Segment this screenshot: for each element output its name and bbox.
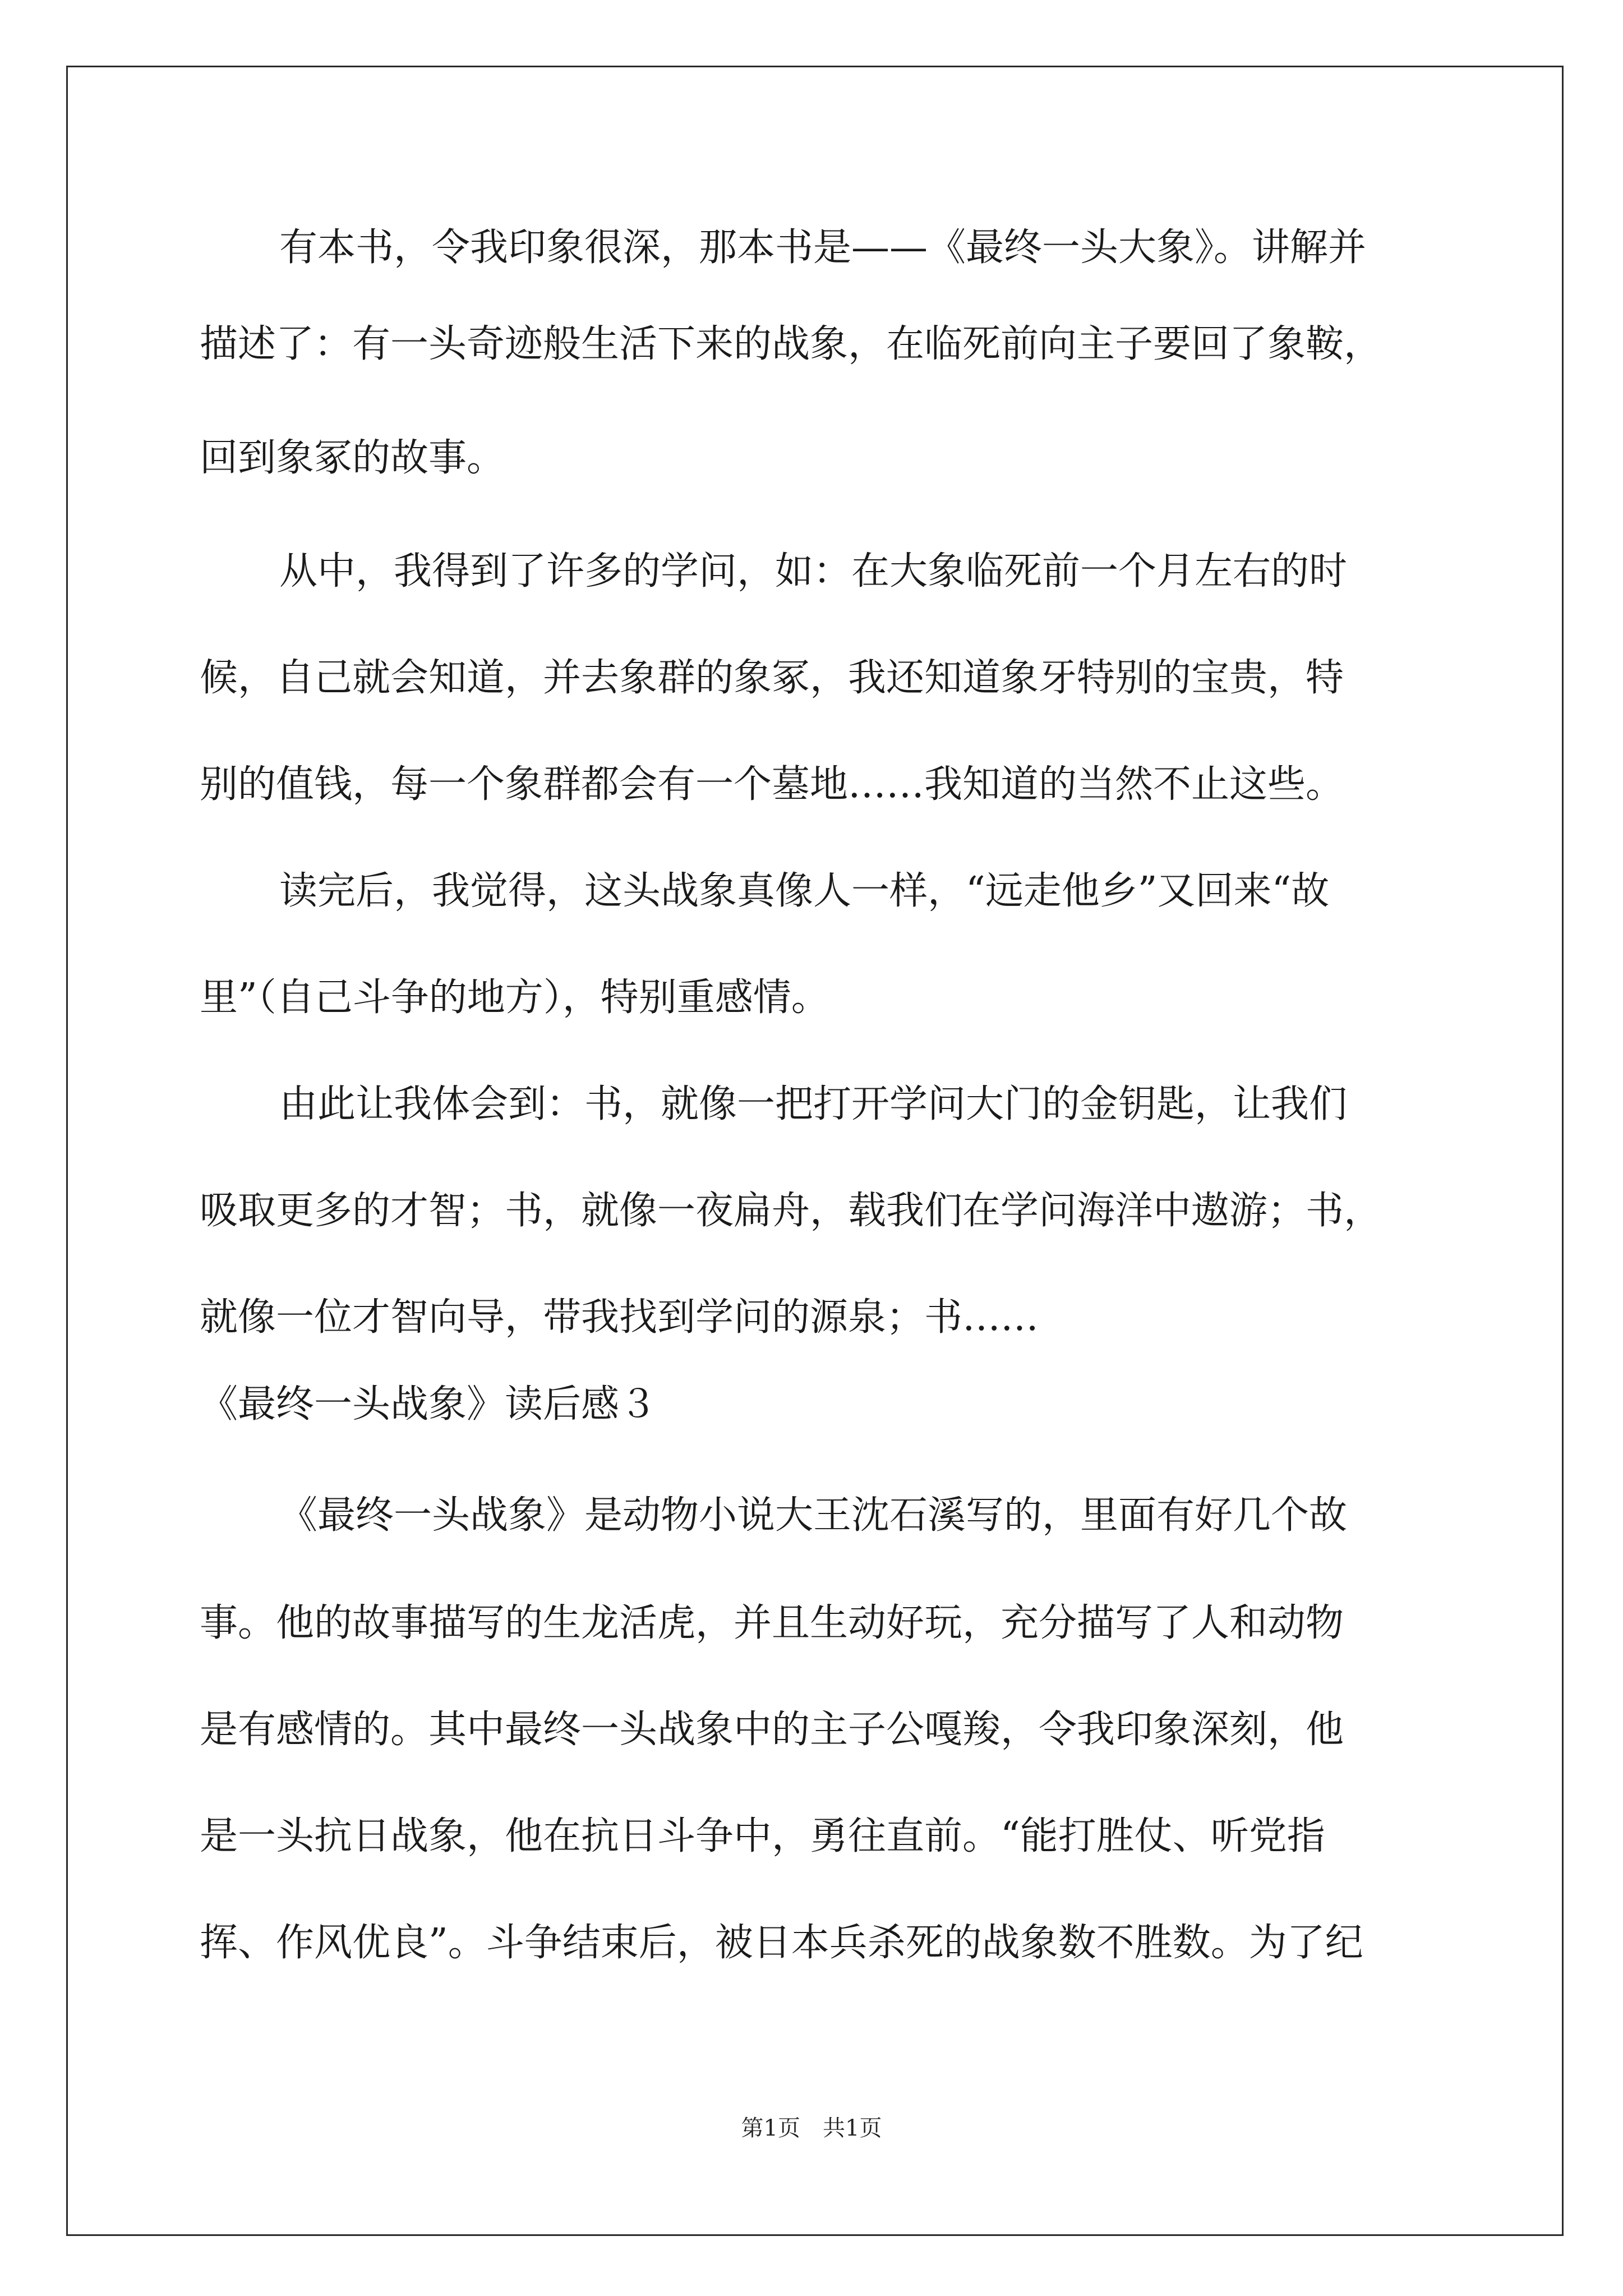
page-border: [66, 66, 1564, 2236]
paragraph-3-line-2: 里”（自己斗争的地方），特别重感情。: [200, 976, 829, 1020]
paragraph-2-line-3: 别的值钱，每一个象群都会有一个墓地……我知道的当然不止这些。: [200, 762, 1344, 807]
paragraph-5-line-1: 《最终一头战象》是动物小说大王沈石溪写的，里面有好几个故: [279, 1493, 1348, 1538]
paragraph-1-line-2: 描述了：有一头奇迹般生活下来的战象，在临死前向主子要回了象鞍，: [200, 322, 1382, 366]
paragraph-1-line-1: 有本书，令我印象很深，那本书是——《最终一头大象》。讲解并: [279, 226, 1367, 270]
paragraph-4-line-1: 由此让我体会到：书，就像一把打开学问大门的金钥匙，让我们: [279, 1082, 1348, 1126]
paragraph-3-line-1: 读完后，我觉得，这头战象真像人一样，“远走他乡”又回来“故: [279, 869, 1330, 913]
paragraph-5-line-4: 是一头抗日战象，他在抗日斗争中，勇往直前。“能打胜仗、听党指: [200, 1814, 1325, 1858]
paragraph-2-line-1: 从中，我得到了许多的学问，如：在大象临死前一个月左右的时: [279, 549, 1348, 593]
paragraph-2-line-2: 候，自己就会知道，并去象群的象冢，我还知道象牙特别的宝贵，特: [200, 656, 1344, 700]
page-footer: 第1页 共1页: [741, 2115, 882, 2141]
paragraph-4-line-3: 就像一位才智向导，带我找到学问的源泉；书……: [200, 1295, 1039, 1340]
paragraph-5-line-5: 挥、作风优良”。斗争结束后，被日本兵杀死的战象数不胜数。为了纪: [200, 1921, 1363, 1965]
paragraph-1-line-3: 回到象冢的故事。: [200, 436, 505, 480]
paragraph-5-line-3: 是有感情的。其中最终一头战象中的主子公嘎羧，令我印象深刻，他: [200, 1708, 1344, 1752]
paragraph-5-line-2: 事。他的故事描写的生龙活虎，并且生动好玩，充分描写了人和动物: [200, 1601, 1344, 1645]
section-heading: 《最终一头战象》读后感３: [200, 1382, 658, 1427]
paragraph-4-line-2: 吸取更多的才智；书，就像一夜扁舟，载我们在学问海洋中遨游；书，: [200, 1189, 1382, 1233]
